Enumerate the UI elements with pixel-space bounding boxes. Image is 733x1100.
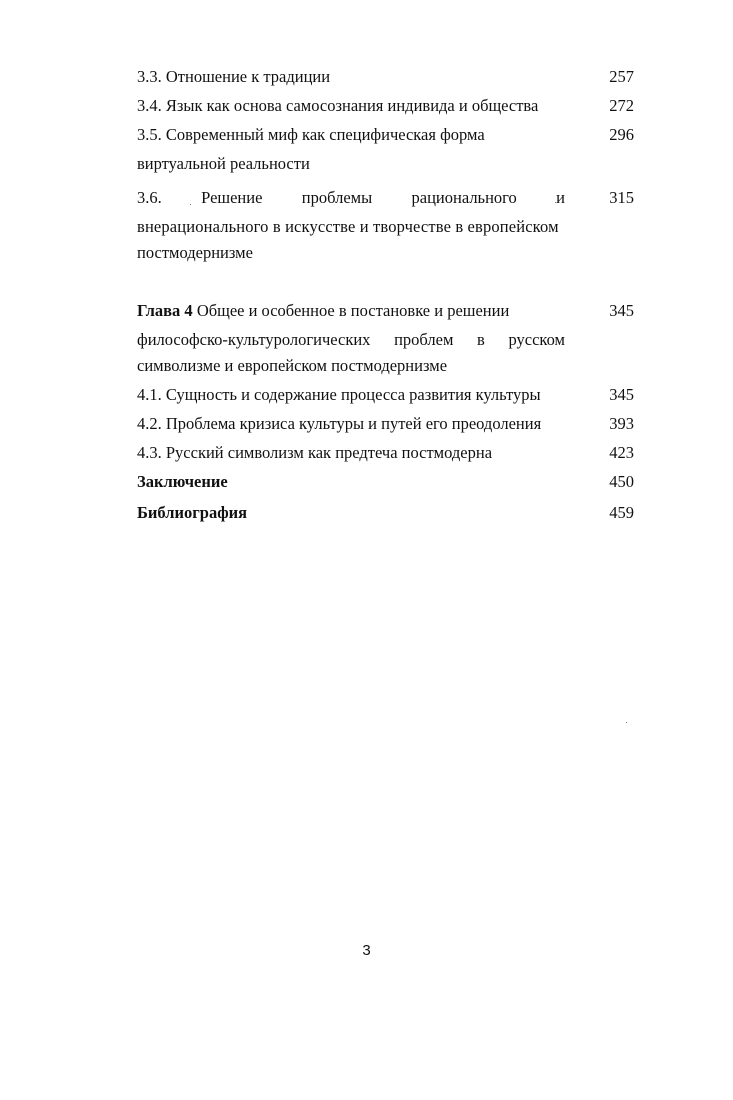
toc-entry-text: 3.4. Язык как основа самосознания индивида и общества [137,96,539,115]
toc-word: Решение [201,188,263,207]
toc-word: и [556,188,565,207]
toc-entry-text: 4.3. Русский символизм как предтеча постмодерна [137,443,493,462]
chapter-label: Глава 4 [137,301,193,320]
scan-speck [626,722,627,723]
toc-entry-3-5 [137,120,565,149]
toc-page-number: 296 [609,125,634,144]
page-number-footer: 3 [362,942,371,959]
toc-entry-text: 3.5. Современный миф как специфическая форма [137,125,485,144]
toc-entry-3-3 [137,62,565,91]
toc-page-number: 345 [609,385,634,404]
toc-page-number: 345 [609,301,634,320]
toc-entry-4-2 [137,409,565,438]
toc-page-number: 315 [609,188,634,207]
toc-entry-text: 4.2. Проблема кризиса культуры и путей его преодоления [137,414,542,433]
toc-entry-text: виртуальной реальности [137,154,310,173]
toc-page-number: 272 [609,96,634,115]
toc-entry-text: постмодернизме [137,243,253,262]
toc-conclusion: Заключение [137,472,228,491]
toc-word: проблемы [301,188,373,207]
toc-page-number: 423 [609,443,634,462]
toc-entry-text: символизме и европейском постмодернизме [137,356,448,375]
toc-entry-text: Общее и особенное в постановке и решении [196,301,510,320]
toc-page-number: 393 [609,414,634,433]
toc-chapter-4-continuation [137,325,565,354]
toc-page-number: 459 [609,503,634,522]
toc-entry-text: 4.1. Сущность и содержание процесса развития культуры [137,385,541,404]
toc-entry-text: внерационального в искусстве и творчестве в европейском [137,217,559,236]
toc-word: рационального [411,188,517,207]
scan-speck [190,204,191,205]
toc-entry-3-5-continuation [137,149,565,178]
toc-entry-4-3 [137,438,565,467]
toc-word: 3.6. [137,188,162,207]
toc-word: в [477,330,485,349]
toc-chapter-4 [137,296,565,325]
toc-page-number: 257 [609,67,634,86]
toc-entry-3-6 [137,183,565,212]
toc-word: проблем [394,330,454,349]
toc-entry-4-1 [137,380,565,409]
toc-word: философско-культурологических [137,330,371,349]
toc-page-number: 450 [609,472,634,491]
toc-word: русском [508,330,565,349]
toc-bibliography: Библиография [137,503,248,522]
toc-entry-3-6-continuation [137,238,565,267]
toc-entry-3-6-continuation [137,212,565,241]
toc-chapter-4-continuation [137,351,565,380]
toc-entry-3-4 [137,91,565,120]
scan-speck [555,202,556,203]
toc-entry-text: 3.3. Отношение к традиции [137,67,331,86]
